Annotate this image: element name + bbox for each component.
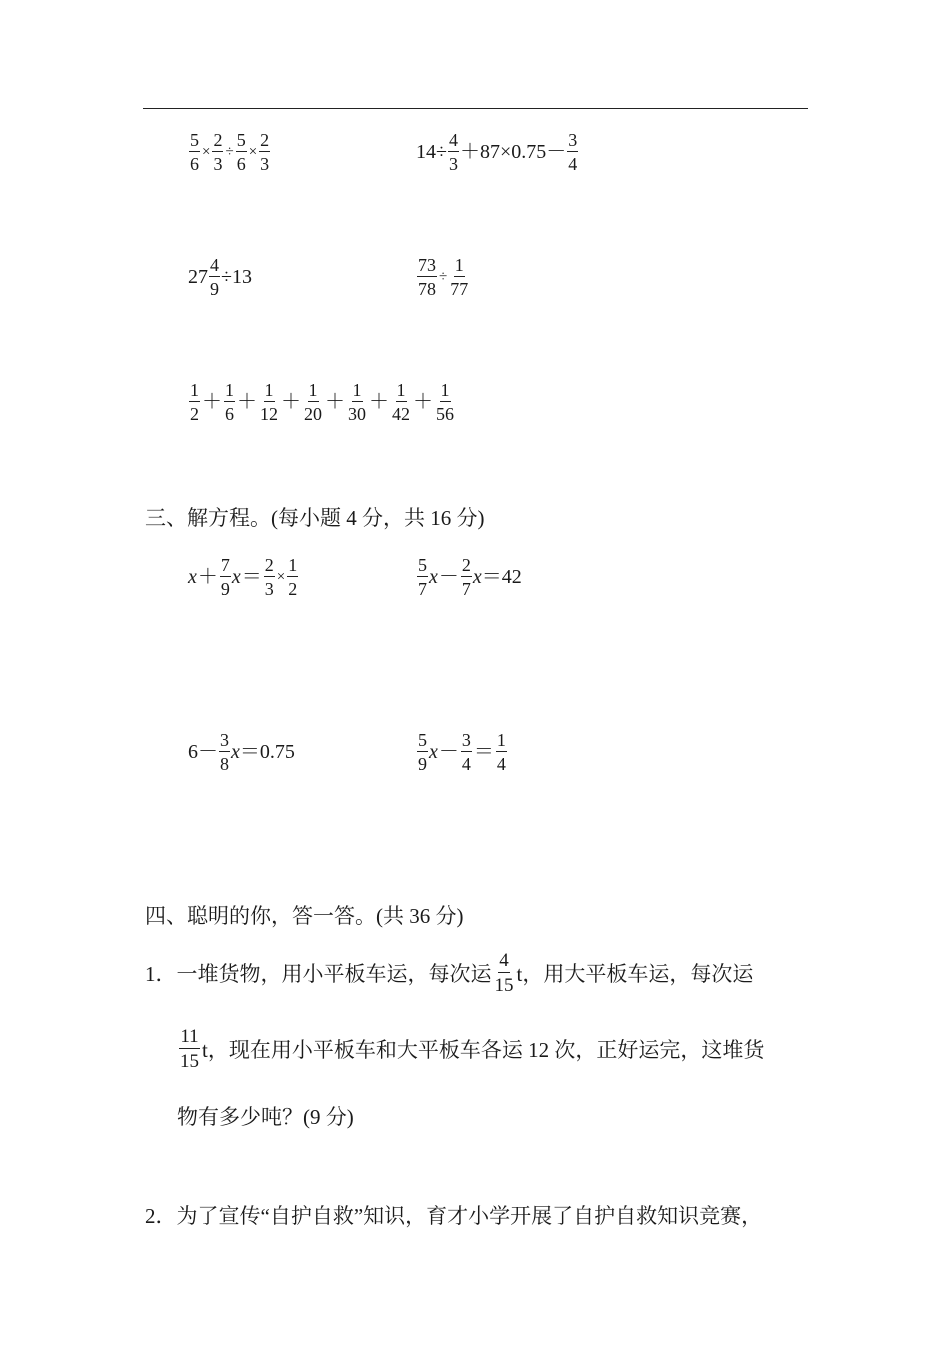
fraction: $\frac{7}{9}$ — [220, 555, 230, 599]
calc-expression-5 — [188, 381, 456, 423]
fraction: $\frac{4}{9}$ — [210, 255, 219, 299]
fraction: $\frac{1}{12}$ — [260, 380, 278, 424]
fraction: $\frac{1}{77}$ — [450, 255, 469, 299]
fraction: $\frac{1}{2}$ — [190, 380, 199, 424]
equation-3 — [188, 731, 295, 773]
operator: － — [438, 566, 459, 588]
problem-text: t，用大平板车运，每次运 — [516, 962, 754, 986]
expression-text: 14÷ — [416, 141, 447, 163]
problem-1-line-1 — [145, 951, 753, 995]
variable: x — [429, 566, 438, 588]
operator: × — [276, 568, 286, 585]
fraction: $\frac{1}{56}$ — [436, 380, 454, 424]
fraction: $\frac{1}{2}$ — [288, 555, 298, 599]
equation-2 — [416, 556, 522, 598]
calc-expression-3 — [188, 256, 252, 298]
fraction: $\frac{5}{7}$ — [418, 555, 427, 599]
whole-number: 27 — [188, 266, 208, 288]
fraction: $\frac{3}{4}$ — [568, 130, 578, 174]
fraction: $\frac{2}{3}$ — [260, 130, 270, 174]
fraction: $\frac{2}{3}$ — [213, 130, 223, 174]
problem-text: t，现在用小平板车和大平板车各运 12 次，正好运完，这堆货 — [202, 1038, 765, 1062]
equation-1 — [188, 556, 299, 598]
fraction: $\frac{2}{7}$ — [461, 555, 471, 599]
variable: x — [188, 566, 197, 588]
operator: × — [248, 143, 258, 160]
variable: x — [472, 566, 482, 588]
fraction: $\frac{4}{3}$ — [448, 130, 458, 174]
expression-text: ÷13 — [221, 266, 252, 288]
top-rule — [143, 108, 808, 109]
expression-text: ＋87×0.75－ — [459, 141, 567, 163]
fraction: $\frac{1}{20}$ — [304, 380, 322, 424]
problem-2-line-1: 2．为了宣传“自护自救”知识，育才小学开展了自护自救知识竞赛， — [145, 1204, 763, 1228]
fraction: $\frac{73}{78}$ — [418, 255, 436, 299]
operator: ＝ — [473, 741, 494, 763]
operator: ＝ — [241, 566, 262, 588]
variable: x — [231, 741, 240, 763]
variable: x — [429, 741, 438, 763]
expression-text: 6－ — [188, 741, 218, 763]
calc-expression-1 — [188, 131, 271, 173]
section-title-4: 四、聪明的你，答一答。(共 36 分) — [145, 904, 464, 928]
fraction: $\frac{5}{6}$ — [236, 130, 246, 174]
fraction: $\frac{11}{15}$ — [180, 1026, 199, 1072]
operator: ＋ — [369, 391, 389, 413]
operator: ＋ — [202, 391, 222, 413]
operator: ＋ — [197, 566, 218, 588]
fraction: $\frac{1}{4}$ — [496, 730, 506, 774]
operator: × — [202, 143, 211, 160]
calc-expression-2 — [416, 131, 579, 173]
problem-1-line-2 — [177, 1027, 764, 1071]
operator: ＋ — [325, 391, 345, 413]
operator: － — [438, 741, 459, 763]
fraction: $\frac{5}{9}$ — [418, 730, 427, 774]
operator: ＋ — [281, 391, 301, 413]
operator: ÷ — [225, 143, 234, 160]
fraction: $\frac{1}{30}$ — [348, 380, 366, 424]
fraction: $\frac{4}{15}$ — [494, 950, 514, 996]
section-title-3: 三、解方程。(每小题 4 分，共 16 分) — [145, 506, 485, 530]
expression-text: ＝42 — [481, 566, 522, 588]
fraction: $\frac{1}{42}$ — [392, 380, 410, 424]
variable: x — [231, 566, 241, 588]
problem-1-line-3: 物有多少吨？(9 分) — [177, 1105, 354, 1129]
fraction: $\frac{1}{6}$ — [225, 380, 234, 424]
fraction: $\frac{3}{8}$ — [220, 730, 229, 774]
equation-4 — [416, 731, 508, 773]
fraction: $\frac{3}{4}$ — [461, 730, 471, 774]
problem-text: 1．一堆货物，用小平板车运，每次运 — [145, 962, 492, 986]
fraction: $\frac{2}{3}$ — [264, 555, 274, 599]
operator: ＋ — [237, 391, 257, 413]
calc-expression-4 — [416, 256, 470, 298]
fraction: $\frac{5}{6}$ — [190, 130, 199, 174]
operator: ＋ — [413, 391, 433, 413]
expression-text: ＝0.75 — [239, 741, 295, 763]
operator: ÷ — [439, 268, 448, 285]
